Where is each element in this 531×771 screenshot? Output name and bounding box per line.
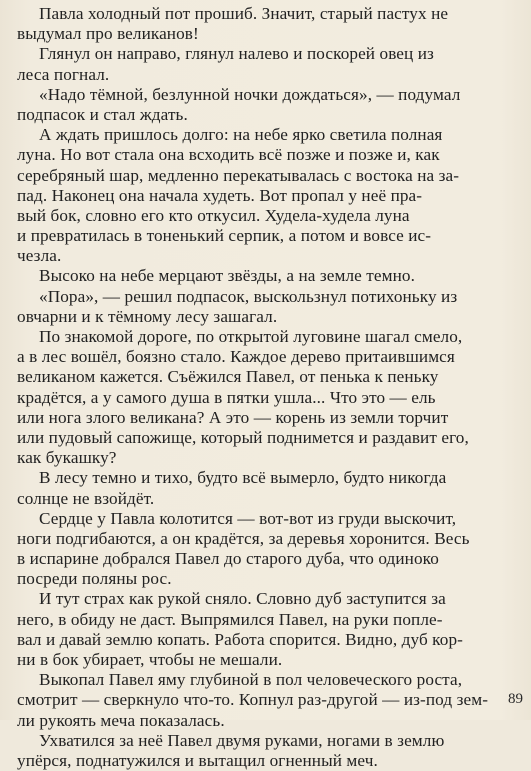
text-line: посреди поляны рос. (17, 569, 172, 589)
text-line: а в лес вошёл, боязно стало. Каждое дерево притаившимся (17, 347, 455, 367)
text-line: пад. Наконец она начала худеть. Вот пропал у неё пра- (17, 185, 423, 205)
text-line: как букашку? (17, 448, 117, 468)
text-line: Сердце у Павла колотится — вот-вот из груди выскочит, (39, 508, 457, 528)
text-line: луна. Но вот стала она всходить всё позже и позже и, как (17, 145, 440, 165)
text-line: вый бок, словно его кто откусил. Худела-худела луна (17, 205, 410, 225)
text-line: чезла. (17, 246, 62, 266)
text-line: солнце не взойдёт. (17, 488, 155, 508)
page-text (17, 4, 526, 771)
text-line: По знакомой дороге, по открытой луговине шагал смело, (39, 327, 463, 346)
text-line: смотрит — сверкнуло что-то. Копнул раз-другой — из-под зем- (17, 690, 489, 710)
text-line: В лесу темно и тихо, будто всё вымерло, будто никогда (39, 468, 447, 488)
text-line: Павла холодный пот прошиб. Значит, старый пастух не (39, 4, 449, 23)
text-line: «Надо тёмной, безлунной ночки дождаться», — подумал (39, 84, 461, 104)
text-line: Выкопал Павел яму глубиной в пол человеческого роста, (39, 670, 463, 690)
page-number: 89 (508, 691, 523, 707)
text-line: «Пора», — решил подпасок, выскользнул потихоньку из (39, 286, 458, 306)
text-line: ли рукоять меча показалась. (17, 710, 225, 730)
text-line: ноги подгибаются, а он крадётся, за деревья хоронится. Весь (17, 528, 470, 548)
text-line: А ждать пришлось долго: на небе ярко светила полная (39, 125, 443, 145)
text-line: И тут страх как рукой сняло. Словно дуб заступится за (39, 589, 446, 609)
text-line: ни в бок убирает, чтобы не мешали. (17, 650, 283, 669)
text-line: или пудовый сапожище, который поднимется и раздавит его, (17, 427, 469, 447)
text-line: или нога злого великана? А это — корень из земли торчит (17, 407, 449, 427)
text-line: великаном кажется. Съёжился Павел, от пенька к пеньку (17, 367, 439, 387)
text-line: крадётся, а у самого душа в пятки ушла... Что это — ель (17, 387, 436, 407)
text-line: овчарни и к тёмному лесу зашагал. (17, 306, 278, 326)
text-line: вал и давай землю копать. Работа спорится. Видно, дуб кор- (17, 629, 463, 649)
text-line: него, в обиду не даст. Выпрямился Павел, на руки попле- (17, 609, 443, 629)
text-line: Высоко на небе мерцают звёзды, а на земле темно. (39, 266, 415, 286)
text-line: Глянул он направо, глянул налево и поскорей овец из (39, 44, 434, 64)
text-line: подпасок и стал ждать. (17, 104, 188, 124)
text-line: Ухватился за неё Павел двумя руками, ногами в землю (39, 730, 445, 750)
text-line: серебряный шар, медленно перекатывалась с востока на за- (17, 165, 460, 185)
text-line: в испарине добрался Павел до старого дуба, что одиноко (17, 549, 439, 569)
text-line: и превратилась в тоненький серпик, а потом и вовсе ис- (17, 226, 432, 246)
text-line: упёрся, поднатужился и вытащил огненный меч. (17, 750, 378, 770)
text-line: выдумал про великанов! (17, 24, 199, 44)
text-line: леса погнал. (17, 64, 110, 84)
